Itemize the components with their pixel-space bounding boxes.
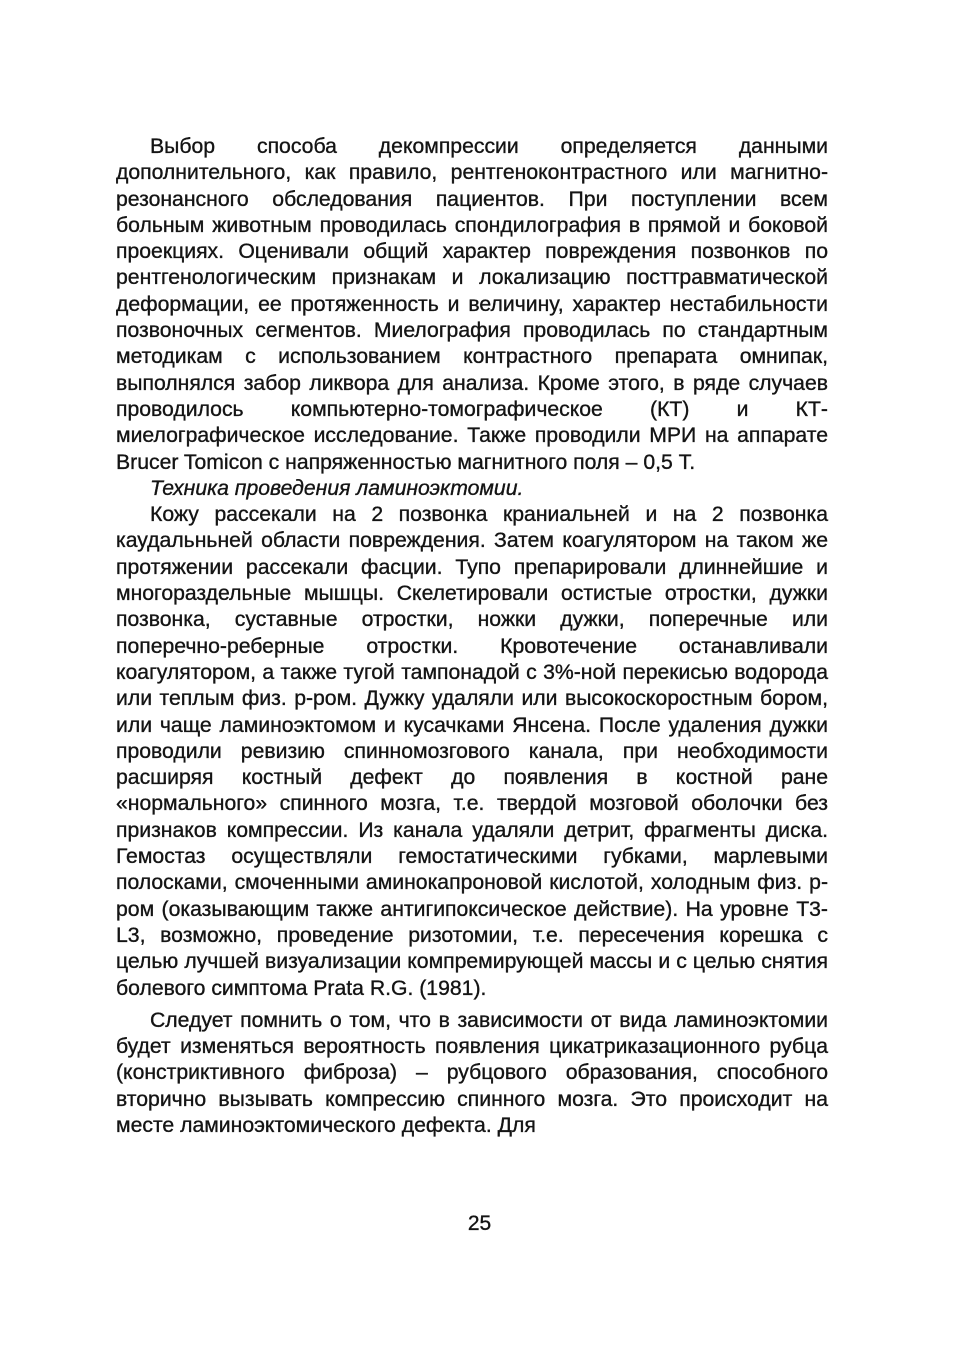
paragraph-decompression-method: Выбор способа декомпрессии определяется данными дополнительного, как правило, рентгеноконтрастного или магнитно-резонансного обследования пациентов. При поступлении всем больным животным проводилась спондилография в прямой и боковой проекциях. Оценивали общий характер повреждения позвонков по рентгенологическим признакам и локализацию посттравматической деформации, ее протяженность и величину, характер нестабильности позвоночных сегментов. Миелография проводилась по стандартным методикам с использованием контрастного препарата омнипак, выполнялся забор ликвора для анализа. Кроме этого, в ряде случаев проводилось компьютерно-томографическое (КТ) и КТ-миелографическое исследование. Также проводили МРИ на аппарате Brucer Tomicon с напряженностью магнитного поля – 0,5 Т. bbox=[116, 135, 828, 474]
section-heading-laminectomy-technique: Техника проведения ламиноэктомии. bbox=[150, 476, 524, 500]
paragraph-surgical-procedure: Кожу рассекали на 2 позвонка краниальней и на 2 позвонка каудальньней области повреждения. Затем коагулятором на таком же протяжении рассекали фасции. Тупо препарировали длиннейшие и многораздельные мышцы. Скелетировали остистые отростки, дужки позвонка, суставные отростки, ножки дужки, поперечные или поперечно-реберные отростки. Кровотечение останавливали коагулятором, а также тугой тампонадой с 3%-ной перекисью водорода или теплым физ. р-ром. Дужку удаляли или высокоскоростным бором, или чаще ламиноэктомом и кусачками Янсена. После удаления дужки проводили ревизию спинномозгового канала, при необходимости расширяя костный дефект до появления в костной ране «нормального» спинного мозга, т.е. твердой мозговой оболочки без признаков компрессии. Из канала удаляли детрит, фрагменты диска. Гемостаз осуществляли гемостатическими губками, марлевыми полосками, смоченными аминокапроновой кислотой, холодным физ. р-ром (оказывающим также антигипоксическое действие). На уровне Т3-L3, возможно, проведение ризотомии, т.е. пересечения корешка с целью лучшей визуализации компремирующей массы и с целью снятия болевого симптома Prata R.G. (1981). bbox=[116, 503, 828, 1000]
body-text bbox=[116, 134, 828, 1139]
paragraph-scar-formation: Следует помнить о том, что в зависимости от вида ламиноэктомии будет изменяться вероятность появления цикатриказационного рубца (констриктивного фиброза) – рубцового образования, способного вторично вызывать компрессию спинного мозга. Это происходит на месте ламиноэктомического дефекта. Для bbox=[116, 1008, 828, 1137]
page-number: 25 bbox=[467, 1212, 492, 1235]
